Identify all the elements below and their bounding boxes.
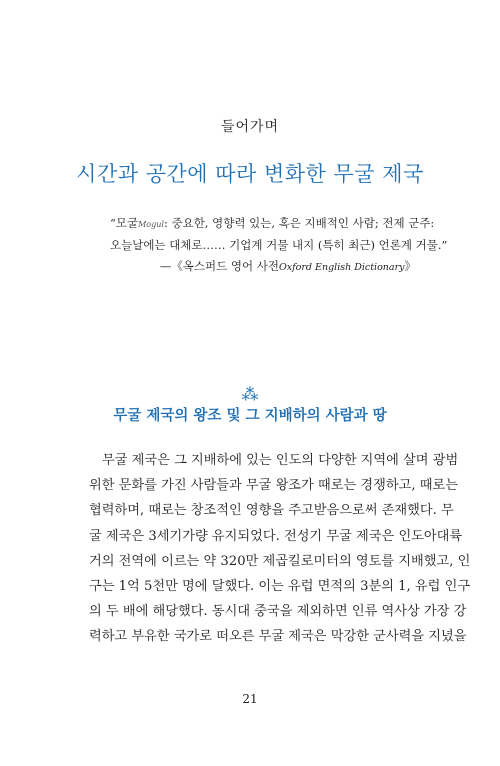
- epigraph-source-english: Oxford English Dictionary: [279, 262, 405, 273]
- page-number: 21: [242, 692, 258, 706]
- epigraph-term-english: Mogul: [138, 220, 164, 229]
- body-line: 위한 문화를 가진 사람들과 무굴 왕조가 때로는 경쟁하고, 때로는: [89, 478, 458, 494]
- body-line: 력하고 부유한 국가로 떠오른 무굴 제국은 막강한 군사력을 지녔을: [89, 629, 467, 645]
- epigraph-source-end: 》: [404, 259, 416, 273]
- body-line: 구는 1억 5천만 명에 달했다. 이는 유럽 면적의 3분의 1, 유럽 인구: [89, 579, 471, 595]
- body-paragraph: [89, 448, 471, 650]
- body-line: 굴 제국은 3세기가량 유지되었다. 전성기 무굴 제국은 인도아대륙: [89, 528, 463, 544]
- epigraph: [110, 213, 448, 278]
- body-line: 무굴 제국은 그 지배하에 있는 인도의 다양한 지역에 살며 광범: [102, 453, 459, 468]
- body-line: 거의 전역에 이르는 약 320만 제곱킬로미터의 영토를 지배했고, 인: [89, 553, 471, 569]
- epigraph-source: [110, 256, 440, 278]
- epigraph-line-2: 오늘날에는 대체로…… 기업계 거물 내지 (특히 최근) 언론계 거물.”: [110, 238, 448, 252]
- epigraph-definition: : 중요한, 영향력 있는, 혹은 지배적인 사람; 전제 군주:: [163, 216, 435, 230]
- body-line: 의 두 배에 해당했다. 동시대 중국을 제외하면 인류 역사상 가장 강: [89, 604, 467, 620]
- chapter-title: 시간과 공간에 따라 변화한 무굴 제국: [76, 162, 424, 186]
- section-eyebrow: 들어가며: [220, 119, 280, 135]
- epigraph-term: “모굴: [110, 216, 139, 230]
- asterism-ornament-icon: ⁂: [241, 385, 259, 405]
- section-title: 무굴 제국의 왕조 및 그 지배하의 사람과 땅: [113, 408, 387, 424]
- body-line: 협력하며, 때로는 창조적인 영향을 주고받음으로써 존재했다. 무: [89, 503, 454, 519]
- epigraph-line-1: [110, 213, 440, 235]
- epigraph-source-korean: —《옥스퍼드 영어 사전: [159, 259, 279, 273]
